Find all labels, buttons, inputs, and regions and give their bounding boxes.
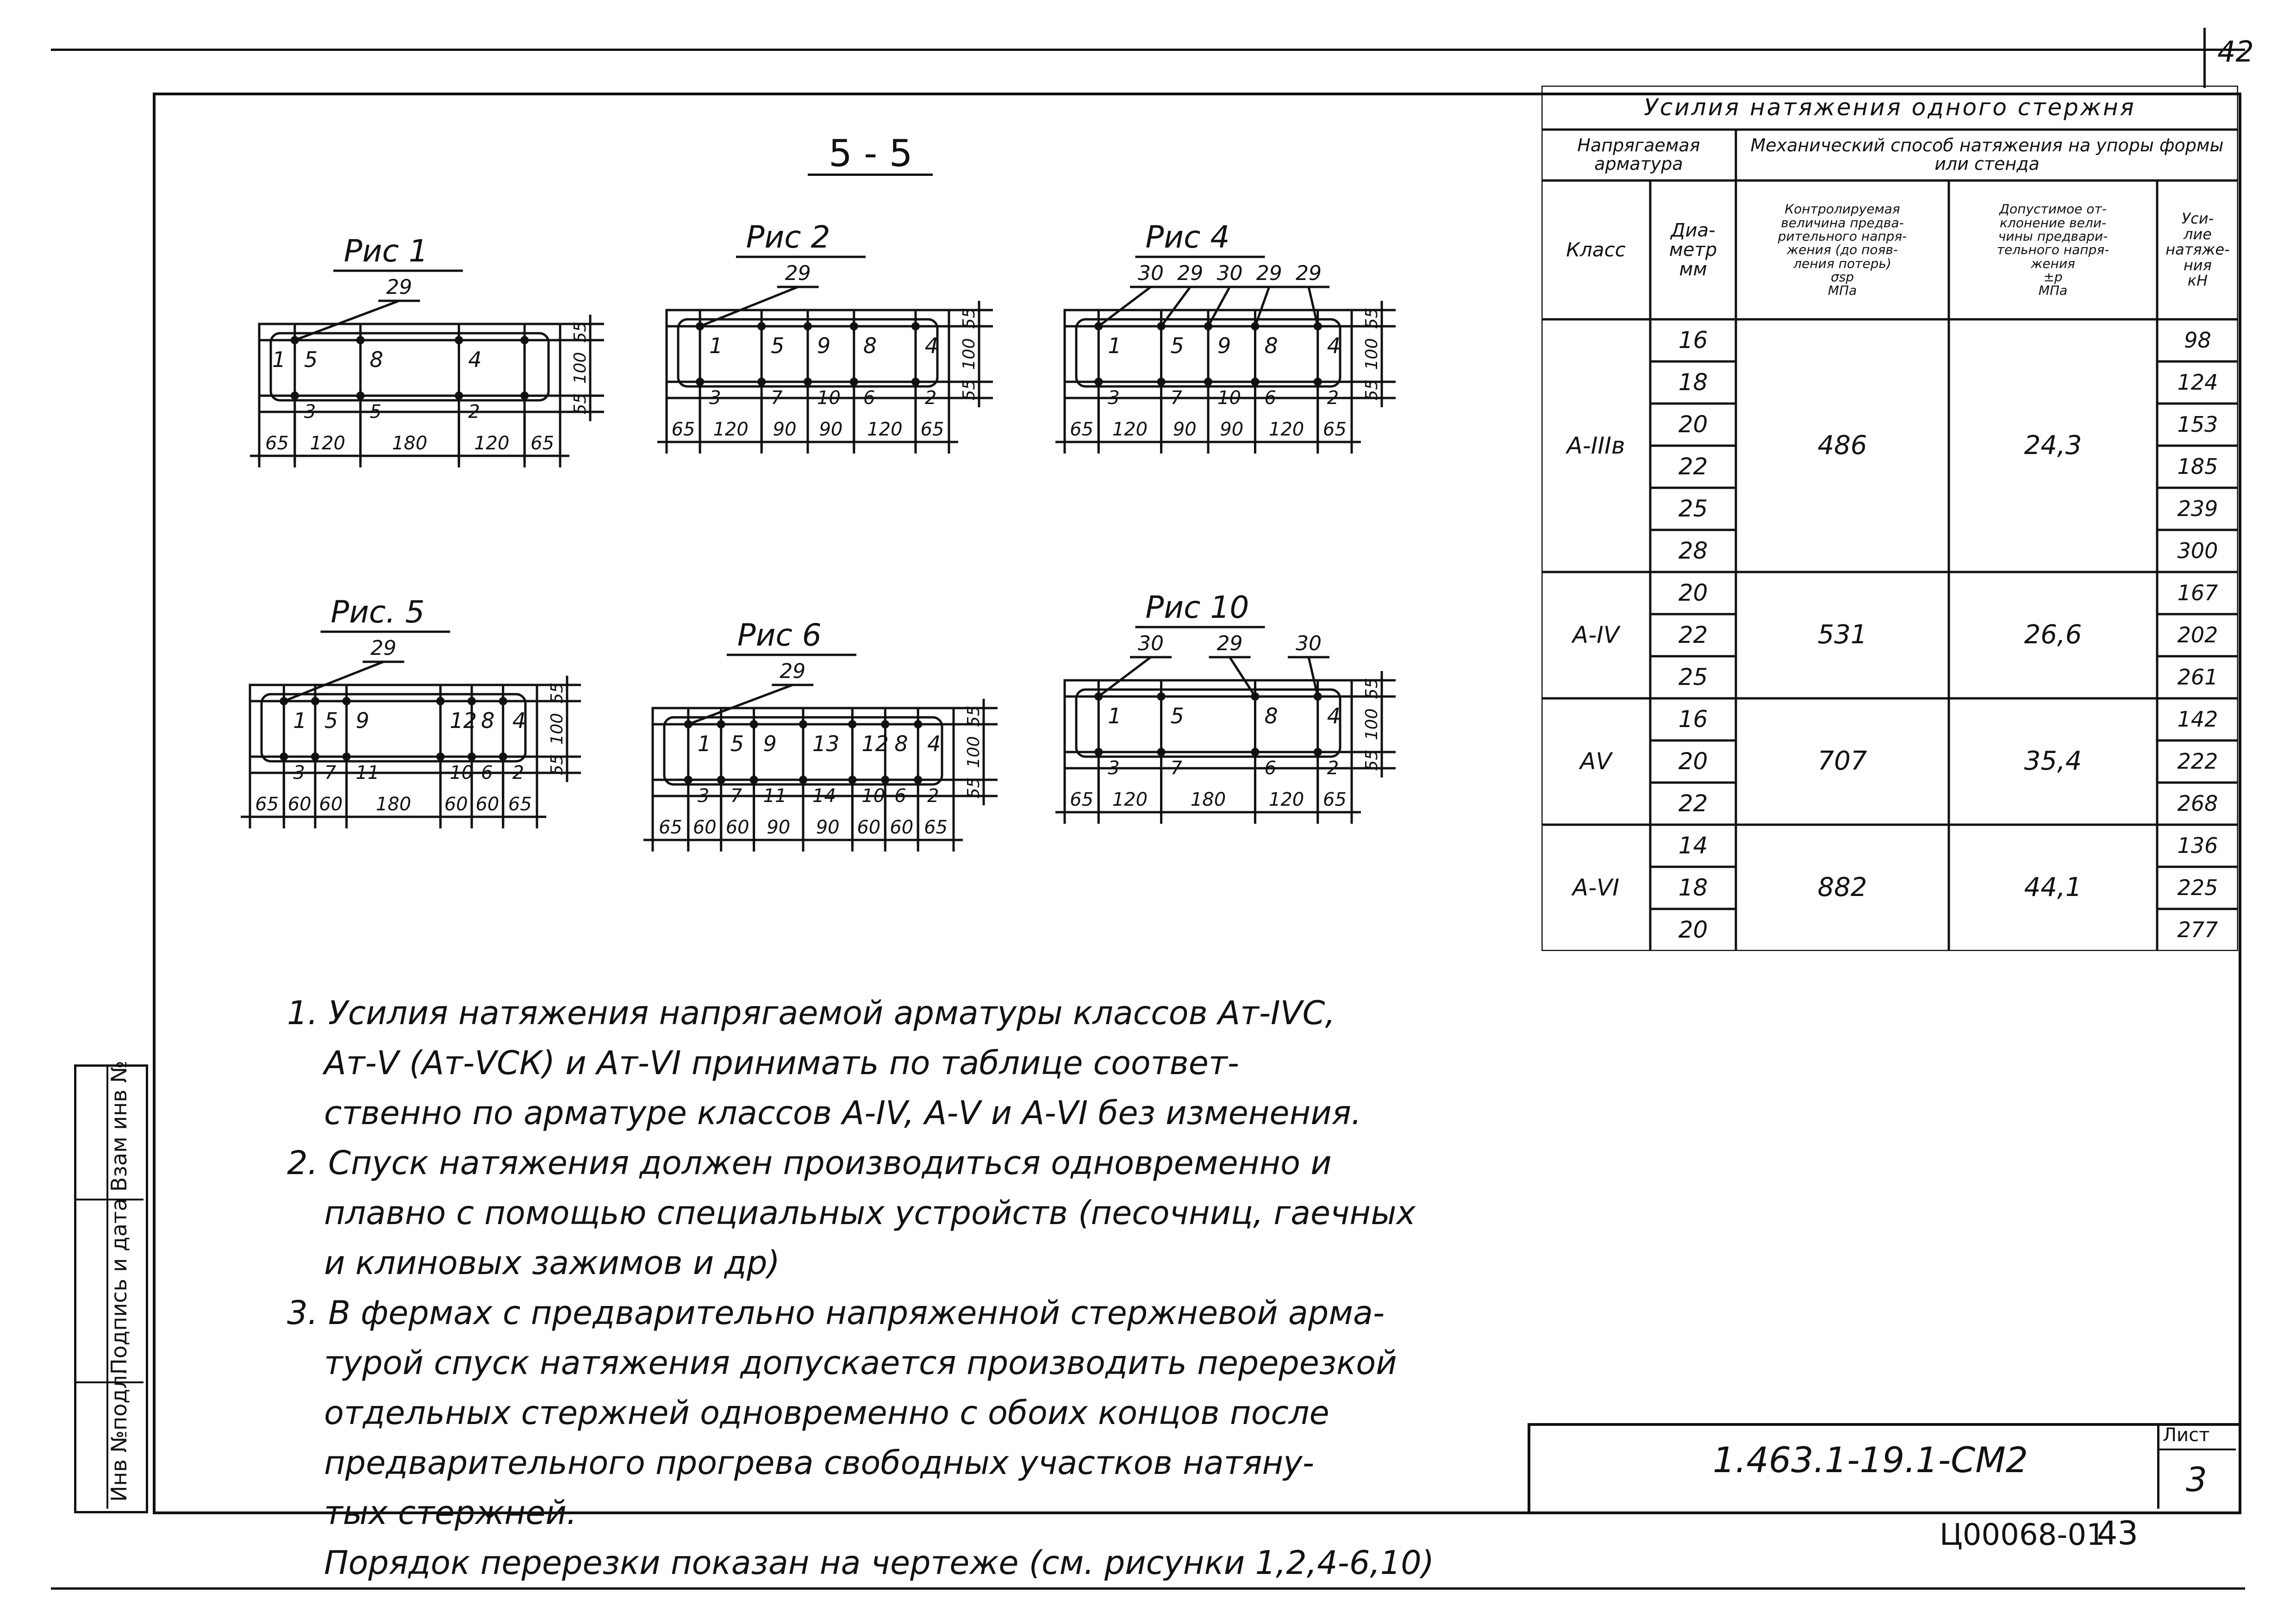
dimension-label: 55 <box>548 754 567 776</box>
figure-fig10 <box>1051 583 1444 844</box>
dimension-label: 120 <box>1268 789 1304 810</box>
rebar-dot <box>1314 378 1322 386</box>
rebar-dot <box>311 697 319 705</box>
rebar-dot <box>804 378 812 386</box>
figure-fig6 <box>639 611 1046 872</box>
rebar-label: 7 <box>1170 387 1182 409</box>
figure-drawing <box>236 588 630 847</box>
rebar-label: 2 <box>1327 387 1339 409</box>
rebar-label: 6 <box>863 387 875 409</box>
figure-drawing <box>245 227 653 486</box>
rebar-label: 5 <box>304 347 318 372</box>
diameter-cell: 25 <box>1678 664 1708 691</box>
dimension-label: 55 <box>964 705 983 727</box>
rebar-dot <box>911 378 920 386</box>
dimension-label: 100 <box>1362 708 1381 740</box>
rebar-dot <box>520 392 529 400</box>
figure-drawing <box>1051 583 1444 842</box>
rebar-label: 3 <box>1108 387 1120 409</box>
dimension-label: 55 <box>960 379 979 401</box>
diameter-cell: 20 <box>1678 916 1708 944</box>
force-cell: 239 <box>2177 496 2218 522</box>
figure-title: Рис 4 <box>1145 219 1230 255</box>
rebar-dot <box>1094 692 1103 701</box>
rebar-dot <box>750 776 758 784</box>
rebar-label: 3 <box>697 785 710 807</box>
dimension-label: 65 <box>255 794 279 815</box>
rebar-dot <box>311 752 319 761</box>
rebar-dot <box>280 697 288 705</box>
dimension-label: 180 <box>392 433 428 454</box>
rebar-dot <box>850 378 858 386</box>
dimension-label: 100 <box>960 338 979 370</box>
rebar-dot <box>468 752 476 761</box>
rebar-dot <box>1314 322 1322 330</box>
rebar-dot <box>291 336 299 344</box>
dimension-label: 60 <box>287 794 312 815</box>
header-control: Контролируемая величина предва- рительного напря- жения (до появ- ления потерь) σsp МПа <box>1778 201 1907 298</box>
dimension-label: 90 <box>767 817 791 838</box>
rebar-dot <box>881 776 889 784</box>
section-title-underline <box>808 174 933 176</box>
dimension-label: 90 <box>819 419 843 440</box>
rebar-dot <box>848 776 856 784</box>
rebar-dot <box>696 322 704 330</box>
rebar-dot <box>881 720 889 728</box>
rebar-label: 4 <box>1327 703 1341 728</box>
side-stamp-replace: Взам инв № <box>106 1060 131 1192</box>
rebar-label: 8 <box>894 731 908 756</box>
class-cell: А-VI <box>1572 874 1620 902</box>
diameter-cell: 25 <box>1678 495 1708 522</box>
rebar-label: 10 <box>1217 387 1241 409</box>
rebar-dot <box>1094 378 1103 386</box>
rebar-dot <box>850 322 858 330</box>
callout-label: 30 <box>1138 632 1164 655</box>
dimension-label: 120 <box>867 419 903 440</box>
dimension-label: 65 <box>1070 419 1094 440</box>
rebar-label: 4 <box>1327 333 1341 358</box>
diameter-cell: 22 <box>1678 453 1708 480</box>
rebar-dot <box>1157 692 1166 701</box>
rebar-label: 6 <box>1264 758 1276 779</box>
diameter-cell: 16 <box>1678 327 1708 354</box>
rebar-label: 5 <box>324 708 338 733</box>
force-cell: 202 <box>2177 622 2218 648</box>
dimension-label: 90 <box>1173 419 1197 440</box>
dimension-label: 180 <box>375 794 412 815</box>
dimension-label: 60 <box>444 794 468 815</box>
dimension-label: 65 <box>508 794 532 815</box>
force-cell: 277 <box>2177 917 2218 943</box>
rebar-dot <box>291 392 299 400</box>
rebar-dot <box>343 752 351 761</box>
rebar-dot <box>804 322 812 330</box>
side-stamp-sign: Подпись и дата <box>106 1198 131 1374</box>
dimension-label: 120 <box>310 433 345 454</box>
rebar-dot <box>799 720 807 728</box>
rebar-dot <box>468 697 476 705</box>
rebar-label: 3 <box>709 387 721 409</box>
callout-label: 29 <box>1177 261 1204 285</box>
rebar-label: 8 <box>863 333 877 358</box>
dimension-label: 100 <box>548 713 567 745</box>
rebar-dot <box>455 336 463 344</box>
header-diameter: Диа- метр мм <box>1669 220 1717 280</box>
figure-fig2 <box>653 213 1042 474</box>
dimension-label: 120 <box>713 419 749 440</box>
figure-title: Рис 2 <box>746 219 830 255</box>
callout-label: 29 <box>386 275 412 299</box>
title-block-divider <box>2157 1423 2159 1509</box>
dimension-label: 60 <box>857 817 881 838</box>
dimension-label: 55 <box>1362 307 1381 329</box>
dimension-label: 55 <box>960 307 979 329</box>
figure-title: Рис 1 <box>343 233 428 269</box>
rebar-label: 5 <box>1170 703 1184 728</box>
dimension-label: 65 <box>1323 789 1347 810</box>
rebar-dot <box>499 752 507 761</box>
force-cell: 136 <box>2177 833 2218 858</box>
deviation-cell: 44,1 <box>2024 872 2082 903</box>
archive-code: Ц00068-01 <box>1940 1518 2105 1552</box>
dimension-label: 65 <box>658 817 682 838</box>
rebar-dot <box>914 776 922 784</box>
dimension-label: 60 <box>693 817 717 838</box>
rebar-label: 4 <box>512 708 526 733</box>
rebar-dot <box>1157 322 1166 330</box>
deviation-cell: 26,6 <box>2024 620 2082 650</box>
dimension-label: 120 <box>474 433 510 454</box>
force-cell: 142 <box>2177 707 2218 732</box>
force-cell: 98 <box>2184 328 2211 353</box>
figure-drawing <box>639 611 1046 870</box>
dimension-label: 60 <box>725 817 749 838</box>
rebar-label: 10 <box>817 387 841 409</box>
rebar-dot <box>757 322 766 330</box>
section-title: 5 - 5 <box>829 132 913 175</box>
rebar-dot <box>848 720 856 728</box>
col-group-method: Механический способ натяжения на упоры формы или стенда <box>1750 135 2224 174</box>
rebar-label: 1 <box>709 333 723 358</box>
figure-title: Рис 6 <box>737 617 822 653</box>
rebar-label: 2 <box>468 401 480 423</box>
sheet-label: Лист <box>2163 1424 2210 1446</box>
rebar-label: 2 <box>512 762 524 784</box>
rebar-dot <box>696 378 704 386</box>
deviation-cell: 35,4 <box>2024 746 2082 777</box>
rebar-dot <box>1204 322 1212 330</box>
stamp-code: 1.463.1-19.1-CM2 <box>1713 1439 2028 1480</box>
rebar-dot <box>1251 692 1259 701</box>
rebar-label: 1 <box>1108 703 1122 728</box>
rebar-dot <box>1204 378 1212 386</box>
rebar-label: 12 <box>861 731 889 756</box>
dimension-label: 90 <box>816 817 840 838</box>
diameter-cell: 22 <box>1678 790 1708 817</box>
rebar-dot <box>1251 748 1259 756</box>
figure-drawing <box>653 213 1042 472</box>
rebar-label: 1 <box>272 347 286 372</box>
corner-number: 42 <box>2217 35 2254 68</box>
rebar-label: 11 <box>356 762 380 784</box>
rebar-label: 9 <box>356 708 369 733</box>
rebar-label: 9 <box>1217 333 1231 358</box>
rebar-label: 1 <box>1108 333 1122 358</box>
rebar-label: 7 <box>1170 758 1182 779</box>
sheet-number: 3 <box>2186 1460 2207 1499</box>
rebar-label: 3 <box>293 762 305 784</box>
rebar-dot <box>684 776 693 784</box>
figure-fig1 <box>245 227 653 488</box>
archive-page: 43 <box>2097 1514 2139 1552</box>
table-title: Усилия натяжения одного стержня <box>1644 94 2136 121</box>
rebar-label: 5 <box>369 401 382 423</box>
diameter-cell: 18 <box>1678 369 1708 396</box>
rebar-dot <box>684 720 693 728</box>
dimension-label: 100 <box>964 736 983 768</box>
dimension-label: 65 <box>1323 419 1347 440</box>
class-cell: А-IV <box>1572 622 1620 649</box>
col-group-rebar: Напрягаемая арматура <box>1577 135 1700 174</box>
rebar-dot <box>914 720 922 728</box>
force-cell: 153 <box>2177 412 2218 437</box>
dimension-label: 55 <box>964 777 983 799</box>
rebar-label: 3 <box>1108 758 1120 779</box>
diameter-cell: 22 <box>1678 622 1708 649</box>
rebar-dot <box>1314 748 1322 756</box>
diameter-cell: 20 <box>1678 579 1708 607</box>
notes <box>287 988 1435 1588</box>
callout-label: 29 <box>1256 261 1282 285</box>
rebar-label: 9 <box>763 731 777 756</box>
rebar-dot <box>280 752 288 761</box>
dimension-label: 65 <box>1070 789 1094 810</box>
rebar-label: 4 <box>924 333 939 358</box>
note-line: Порядок перерезки показан на чертеже (см. рисунки 1,2,4-6,10) <box>324 1544 1435 1582</box>
force-cell: 225 <box>2177 875 2218 901</box>
class-cell: АV <box>1580 748 1612 775</box>
rebar-dot <box>436 697 444 705</box>
rebar-dot <box>436 752 444 761</box>
force-cell: 222 <box>2177 749 2218 774</box>
rebar-dot <box>1314 692 1322 701</box>
dimension-label: 100 <box>571 352 590 384</box>
tension-table <box>1541 86 2238 951</box>
rebar-label: 7 <box>771 387 783 409</box>
note-line: Ат-V (Ат-VСК) и Ат-VI принимать по таблице соответ- <box>324 1044 1239 1082</box>
rebar-label: 10 <box>861 785 886 807</box>
rebar-dot <box>717 776 725 784</box>
rebar-label: 8 <box>1264 333 1278 358</box>
dimension-label: 90 <box>1220 419 1244 440</box>
dimension-label: 60 <box>319 794 343 815</box>
rebar-label: 7 <box>730 785 742 807</box>
dimension-label: 65 <box>924 817 948 838</box>
rebar-dot <box>1251 378 1259 386</box>
rebar-label: 4 <box>927 731 941 756</box>
rebar-label: 13 <box>812 731 840 756</box>
side-stamp-inv: Инв №подл. <box>106 1368 131 1502</box>
figure-drawing <box>1051 213 1444 472</box>
rebar-label: 3 <box>304 401 316 423</box>
rebar-dot <box>1094 748 1103 756</box>
figure-fig5 <box>236 588 630 849</box>
rebar-label: 5 <box>730 731 744 756</box>
dimension-label: 55 <box>571 393 590 415</box>
note-line: плавно с помощью специальных устройств (песочниц, гаечных <box>324 1194 1416 1232</box>
title-block-sheet-sep <box>2157 1449 2236 1450</box>
note-line: турой спуск натяжения допускается производить перерезкой <box>324 1344 1397 1382</box>
dimension-label: 60 <box>890 817 914 838</box>
rebar-label: 10 <box>449 762 474 784</box>
rebar-label: 6 <box>1264 387 1276 409</box>
callout-label: 30 <box>1138 261 1164 285</box>
note-line: 3. В фермах с предварительно напряженной стержневой арма- <box>287 1294 1385 1332</box>
rebar-dot <box>1251 322 1259 330</box>
dimension-label: 55 <box>1362 749 1381 771</box>
rebar-label: 1 <box>293 708 307 733</box>
rebar-label: 11 <box>763 785 787 807</box>
note-line: 1. Усилия натяжения напрягаемой арматуры классов Ат-IVС, <box>287 994 1335 1032</box>
callout-label: 29 <box>785 261 811 285</box>
rebar-dot <box>1094 322 1103 330</box>
callout-label: 29 <box>370 636 397 660</box>
dimension-label: 55 <box>571 321 590 343</box>
figure-title: Рис. 5 <box>331 594 425 630</box>
rebar-label: 12 <box>449 708 477 733</box>
rebar-label: 5 <box>1170 333 1184 358</box>
rebar-label: 4 <box>468 347 482 372</box>
callout-label: 29 <box>1296 261 1322 285</box>
rebar-dot <box>356 336 365 344</box>
control-stress-cell: 531 <box>1817 620 1867 650</box>
deviation-cell: 24,3 <box>2024 430 2082 460</box>
rebar-label: 2 <box>1327 758 1339 779</box>
rebar-dot <box>520 336 529 344</box>
dimension-label: 55 <box>1362 379 1381 401</box>
rebar-dot <box>356 392 365 400</box>
control-stress-cell: 707 <box>1817 746 1867 777</box>
dimension-label: 65 <box>265 433 289 454</box>
class-cell: А-IIIв <box>1566 432 1625 459</box>
diameter-cell: 20 <box>1678 411 1708 438</box>
rebar-dot <box>499 697 507 705</box>
rebar-dot <box>1157 378 1166 386</box>
callout-label: 30 <box>1217 261 1243 285</box>
rebar-label: 6 <box>481 762 493 784</box>
rebar-dot <box>717 720 725 728</box>
dimension-label: 120 <box>1112 419 1148 440</box>
figure-fig4 <box>1051 213 1444 474</box>
diameter-cell: 16 <box>1678 706 1708 733</box>
corner-box <box>2203 28 2206 88</box>
rebar-dot <box>750 720 758 728</box>
note-line: ственно по арматуре классов А-IV, А-V и А-VI без изменения. <box>324 1094 1362 1132</box>
diameter-cell: 20 <box>1678 748 1708 775</box>
control-stress-cell: 486 <box>1817 430 1867 460</box>
callout-label: 29 <box>1217 632 1243 655</box>
dimension-label: 120 <box>1268 419 1304 440</box>
header-deviation: Допустимое от- клонение вели- чины предвари- тельного напря- жения ±p МПа <box>1997 201 2109 298</box>
force-cell: 167 <box>2177 580 2218 606</box>
dimension-label: 65 <box>530 433 555 454</box>
dimension-label: 100 <box>1362 338 1381 370</box>
rebar-label: 9 <box>817 333 831 358</box>
note-line: предварительного прогрева свободных участков натяну- <box>324 1444 1314 1482</box>
force-cell: 185 <box>2177 454 2218 479</box>
dimension-label: 120 <box>1112 789 1148 810</box>
force-cell: 268 <box>2177 791 2218 816</box>
rebar-label: 1 <box>697 731 711 756</box>
header-class: Класс <box>1566 238 1626 261</box>
diameter-cell: 14 <box>1678 832 1708 859</box>
rebar-dot <box>1157 748 1166 756</box>
dimension-label: 65 <box>671 419 695 440</box>
dimension-label: 55 <box>548 682 567 704</box>
diameter-cell: 28 <box>1678 537 1708 565</box>
rebar-dot <box>757 378 766 386</box>
rebar-dot <box>799 776 807 784</box>
diameter-cell: 18 <box>1678 874 1708 902</box>
force-cell: 261 <box>2177 665 2218 690</box>
rebar-label: 8 <box>481 708 495 733</box>
figure-title: Рис 10 <box>1145 590 1249 625</box>
rebar-label: 5 <box>771 333 785 358</box>
rebar-label: 8 <box>369 347 383 372</box>
header-force: Уси- лие натяже- ния кН <box>2165 210 2230 290</box>
rebar-dot <box>343 697 351 705</box>
rebar-label: 7 <box>324 762 337 784</box>
note-line: тых стержней. <box>324 1494 577 1532</box>
dimension-label: 55 <box>1362 678 1381 699</box>
control-stress-cell: 882 <box>1817 872 1867 903</box>
callout-label: 30 <box>1296 632 1322 655</box>
rebar-label: 14 <box>812 785 836 807</box>
note-line: 2. Спуск натяжения должен производиться одновременно и <box>287 1144 1332 1182</box>
rebar-label: 2 <box>924 387 937 409</box>
rebar-label: 8 <box>1264 703 1278 728</box>
rebar-dot <box>455 392 463 400</box>
force-cell: 124 <box>2177 370 2218 395</box>
rebar-dot <box>911 322 920 330</box>
callout-label: 29 <box>780 659 806 683</box>
force-cell: 300 <box>2177 538 2218 564</box>
rebar-label: 2 <box>927 785 939 807</box>
dimension-label: 60 <box>475 794 499 815</box>
dimension-label: 65 <box>920 419 944 440</box>
rebar-label: 6 <box>894 785 906 807</box>
dimension-label: 90 <box>773 419 797 440</box>
dimension-label: 180 <box>1190 789 1226 810</box>
note-line: и клиновых зажимов и др) <box>324 1244 780 1282</box>
note-line: отдельных стержней одновременно с обоих концов после <box>324 1394 1329 1432</box>
